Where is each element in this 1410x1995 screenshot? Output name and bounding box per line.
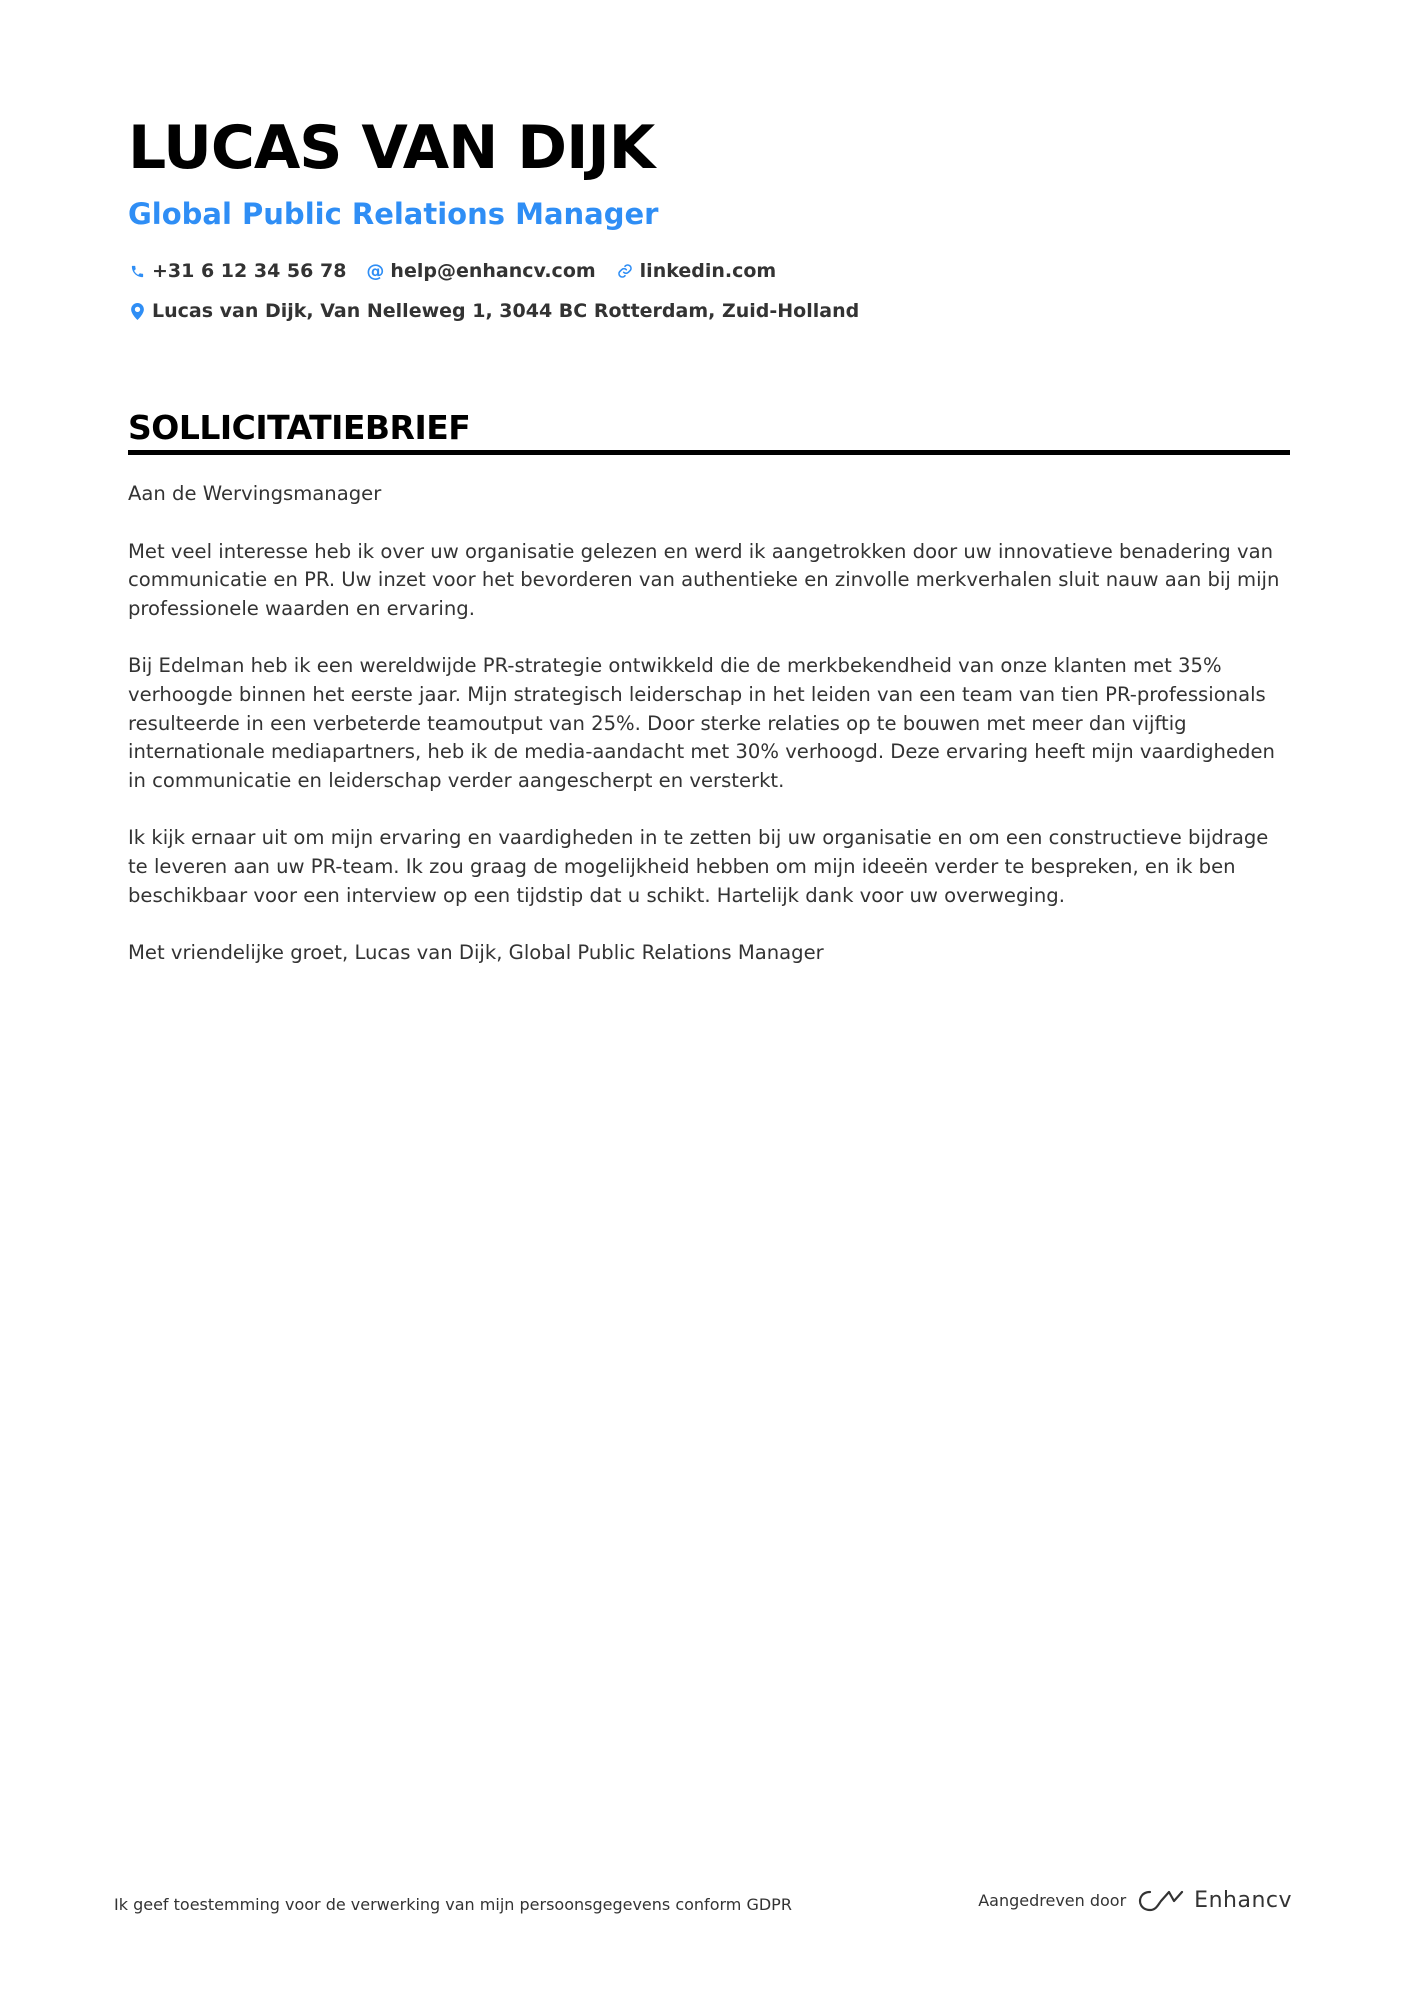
letter-closing: Met vriendelijke groet, Lucas van Dijk, Global Public Relations Manager <box>128 941 824 965</box>
contact-phone <box>128 260 346 282</box>
letter-paragraph: Met veel interesse heb ik over uw organisatie gelezen en werd ik aangetrokken door uw innovatieve benadering van communicatie en PR. Uw inzet voor het bevorderen van authentieke en zinvolle merkverhalen sluit nauw aan bij mijn professionele waarden en ervaring. <box>128 539 1280 620</box>
section-divider <box>128 450 1290 455</box>
at-icon: @ <box>366 260 385 282</box>
linkedin-text[interactable]: linkedin.com <box>639 260 777 282</box>
link-icon <box>616 262 634 280</box>
brand-name: Enhancv <box>1194 1888 1292 1913</box>
job-title: Global Public Relations Manager <box>128 197 659 231</box>
powered-by[interactable] <box>978 1888 1292 1914</box>
letter-paragraph: Bij Edelman heb ik een wereldwijde PR-strategie ontwikkeld die de merkbekendheid van onze klanten met 35% verhoogde binnen het eerste jaar. Mijn strategisch leiderschap in het leiden van een team van tien PR-professionals resulteerde in een verbeterde teamoutput van 25%. Door sterke relaties op te bouwen met meer dan vijftig internationale mediapartners, heb ik de media-aandacht met 30% verhoogd. Deze ervaring heeft mijn vaardigheden in communicatie en leiderschap verder aangescherpt en versterkt. <box>128 654 1275 792</box>
location-pin-icon <box>128 302 146 320</box>
address-row <box>128 296 1290 326</box>
letter-salutation: Aan de Wervingsmanager <box>128 482 382 505</box>
candidate-name: LUCAS VAN DIJK <box>128 113 655 183</box>
phone-text: +31 6 12 34 56 78 <box>152 260 347 282</box>
letter-body <box>128 480 1290 997</box>
enhancv-logo-icon <box>1138 1888 1184 1914</box>
header <box>128 108 1290 326</box>
contact-linkedin[interactable] <box>616 260 777 282</box>
email-text[interactable]: help@enhancv.com <box>390 260 596 282</box>
section-title: SOLLICITATIEBRIEF <box>128 408 471 447</box>
contact-address <box>128 300 859 322</box>
address-text: Lucas van Dijk, Van Nelleweg 1, 3044 BC Rotterdam, Zuid-Holland <box>152 300 860 322</box>
gdpr-consent: Ik geef toestemming voor de verwerking van mijn persoonsgegevens conform GDPR <box>114 1895 792 1914</box>
phone-icon <box>128 262 146 280</box>
contact-email[interactable] <box>366 260 595 282</box>
contact-row <box>128 256 1290 286</box>
letter-paragraph: Ik kijk ernaar uit om mijn ervaring en vaardigheden in te zetten bij uw organisatie en om een constructieve bijdrage te leveren aan uw PR-team. Ik zou graag de mogelijkheid hebben om mijn ideeën verder te bespreken, en ik ben beschikbaar voor een interview op een tijdstip dat u schikt. Hartelijk dank voor uw overweging. <box>128 826 1269 907</box>
powered-by-label: Aangedreven door <box>978 1891 1127 1910</box>
